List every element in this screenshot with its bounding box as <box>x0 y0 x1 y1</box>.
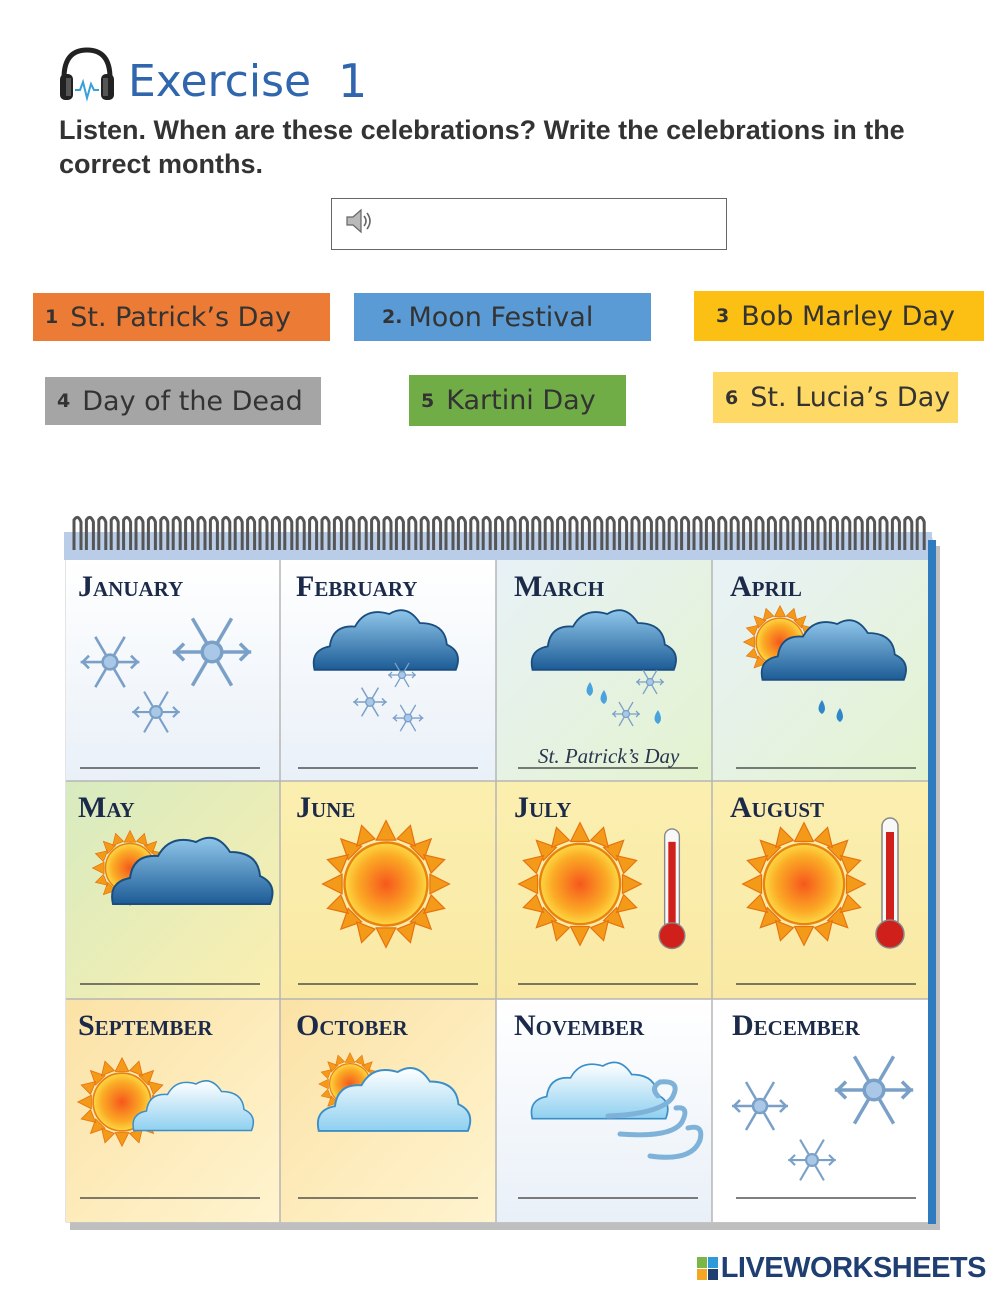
tag-st-patricks-day[interactable] <box>33 293 330 341</box>
tag-bob-marley-day[interactable] <box>694 291 984 341</box>
month-july: July <box>514 791 572 824</box>
month-october: October <box>296 1009 408 1042</box>
tag-label: Bob Marley Day <box>741 300 955 332</box>
month-august: August <box>730 791 825 824</box>
weather-calendar <box>60 510 940 1230</box>
tag-st-lucias-day[interactable] <box>713 372 958 423</box>
month-january: January <box>78 570 184 603</box>
answer-slot-may[interactable] <box>80 960 260 986</box>
instructions: Listen. When are these celebrations? Write the celebrations in the correct months. <box>59 115 905 179</box>
answer-slot-october[interactable] <box>298 1174 478 1200</box>
month-september: September <box>78 1009 213 1042</box>
month-may: May <box>78 791 135 824</box>
month-december: December <box>732 1009 860 1042</box>
answer-slot-july[interactable] <box>518 960 698 986</box>
tag-number: 3 <box>716 305 730 327</box>
tag-label: St. Lucia’s Day <box>750 382 951 413</box>
liveworksheets-badge-icon <box>697 1257 719 1281</box>
answer-slot-march[interactable]: St. Patrick’s Day <box>538 744 680 768</box>
tag-moon-festival[interactable] <box>354 293 651 341</box>
month-november: November <box>514 1009 645 1042</box>
answer-slot-february[interactable] <box>298 744 478 770</box>
tag-day-of-the-dead[interactable] <box>45 377 321 425</box>
headphones-icon <box>58 44 116 106</box>
tag-number: 1 <box>45 306 59 328</box>
audio-player[interactable] <box>331 198 727 250</box>
weather-sun-icon <box>323 821 450 948</box>
answer-slot-august[interactable] <box>736 960 916 986</box>
tag-number: 6 <box>725 386 739 409</box>
answer-slot-december[interactable] <box>736 1174 916 1200</box>
answer-slot-september[interactable] <box>80 1174 260 1200</box>
exercise-title: Exercise <box>128 56 312 107</box>
tag-label: Kartini Day <box>446 385 596 416</box>
tag-number: 5 <box>421 389 435 412</box>
answer-slot-november[interactable] <box>518 1174 698 1200</box>
month-march: March <box>514 570 605 603</box>
answer-slot-june[interactable] <box>298 960 478 986</box>
tag-number: 2. <box>382 306 403 328</box>
tag-number: 4 <box>57 390 71 412</box>
month-april: April <box>730 570 802 603</box>
month-june: June <box>296 791 356 824</box>
speaker-icon[interactable] <box>344 207 376 235</box>
tag-kartini-day[interactable] <box>409 375 626 426</box>
tag-label: Moon Festival <box>408 301 594 333</box>
tag-label: Day of the Dead <box>82 385 303 417</box>
exercise-number: 1 <box>338 54 368 108</box>
month-february: February <box>296 570 418 603</box>
answer-slot-january[interactable] <box>80 744 260 770</box>
answer-slot-april[interactable] <box>736 744 916 770</box>
tag-label: St. Patrick’s Day <box>70 301 291 333</box>
liveworksheets-logo[interactable] <box>697 1252 986 1285</box>
liveworksheets-brand: LIVEWORKSHEETS <box>720 1252 986 1284</box>
